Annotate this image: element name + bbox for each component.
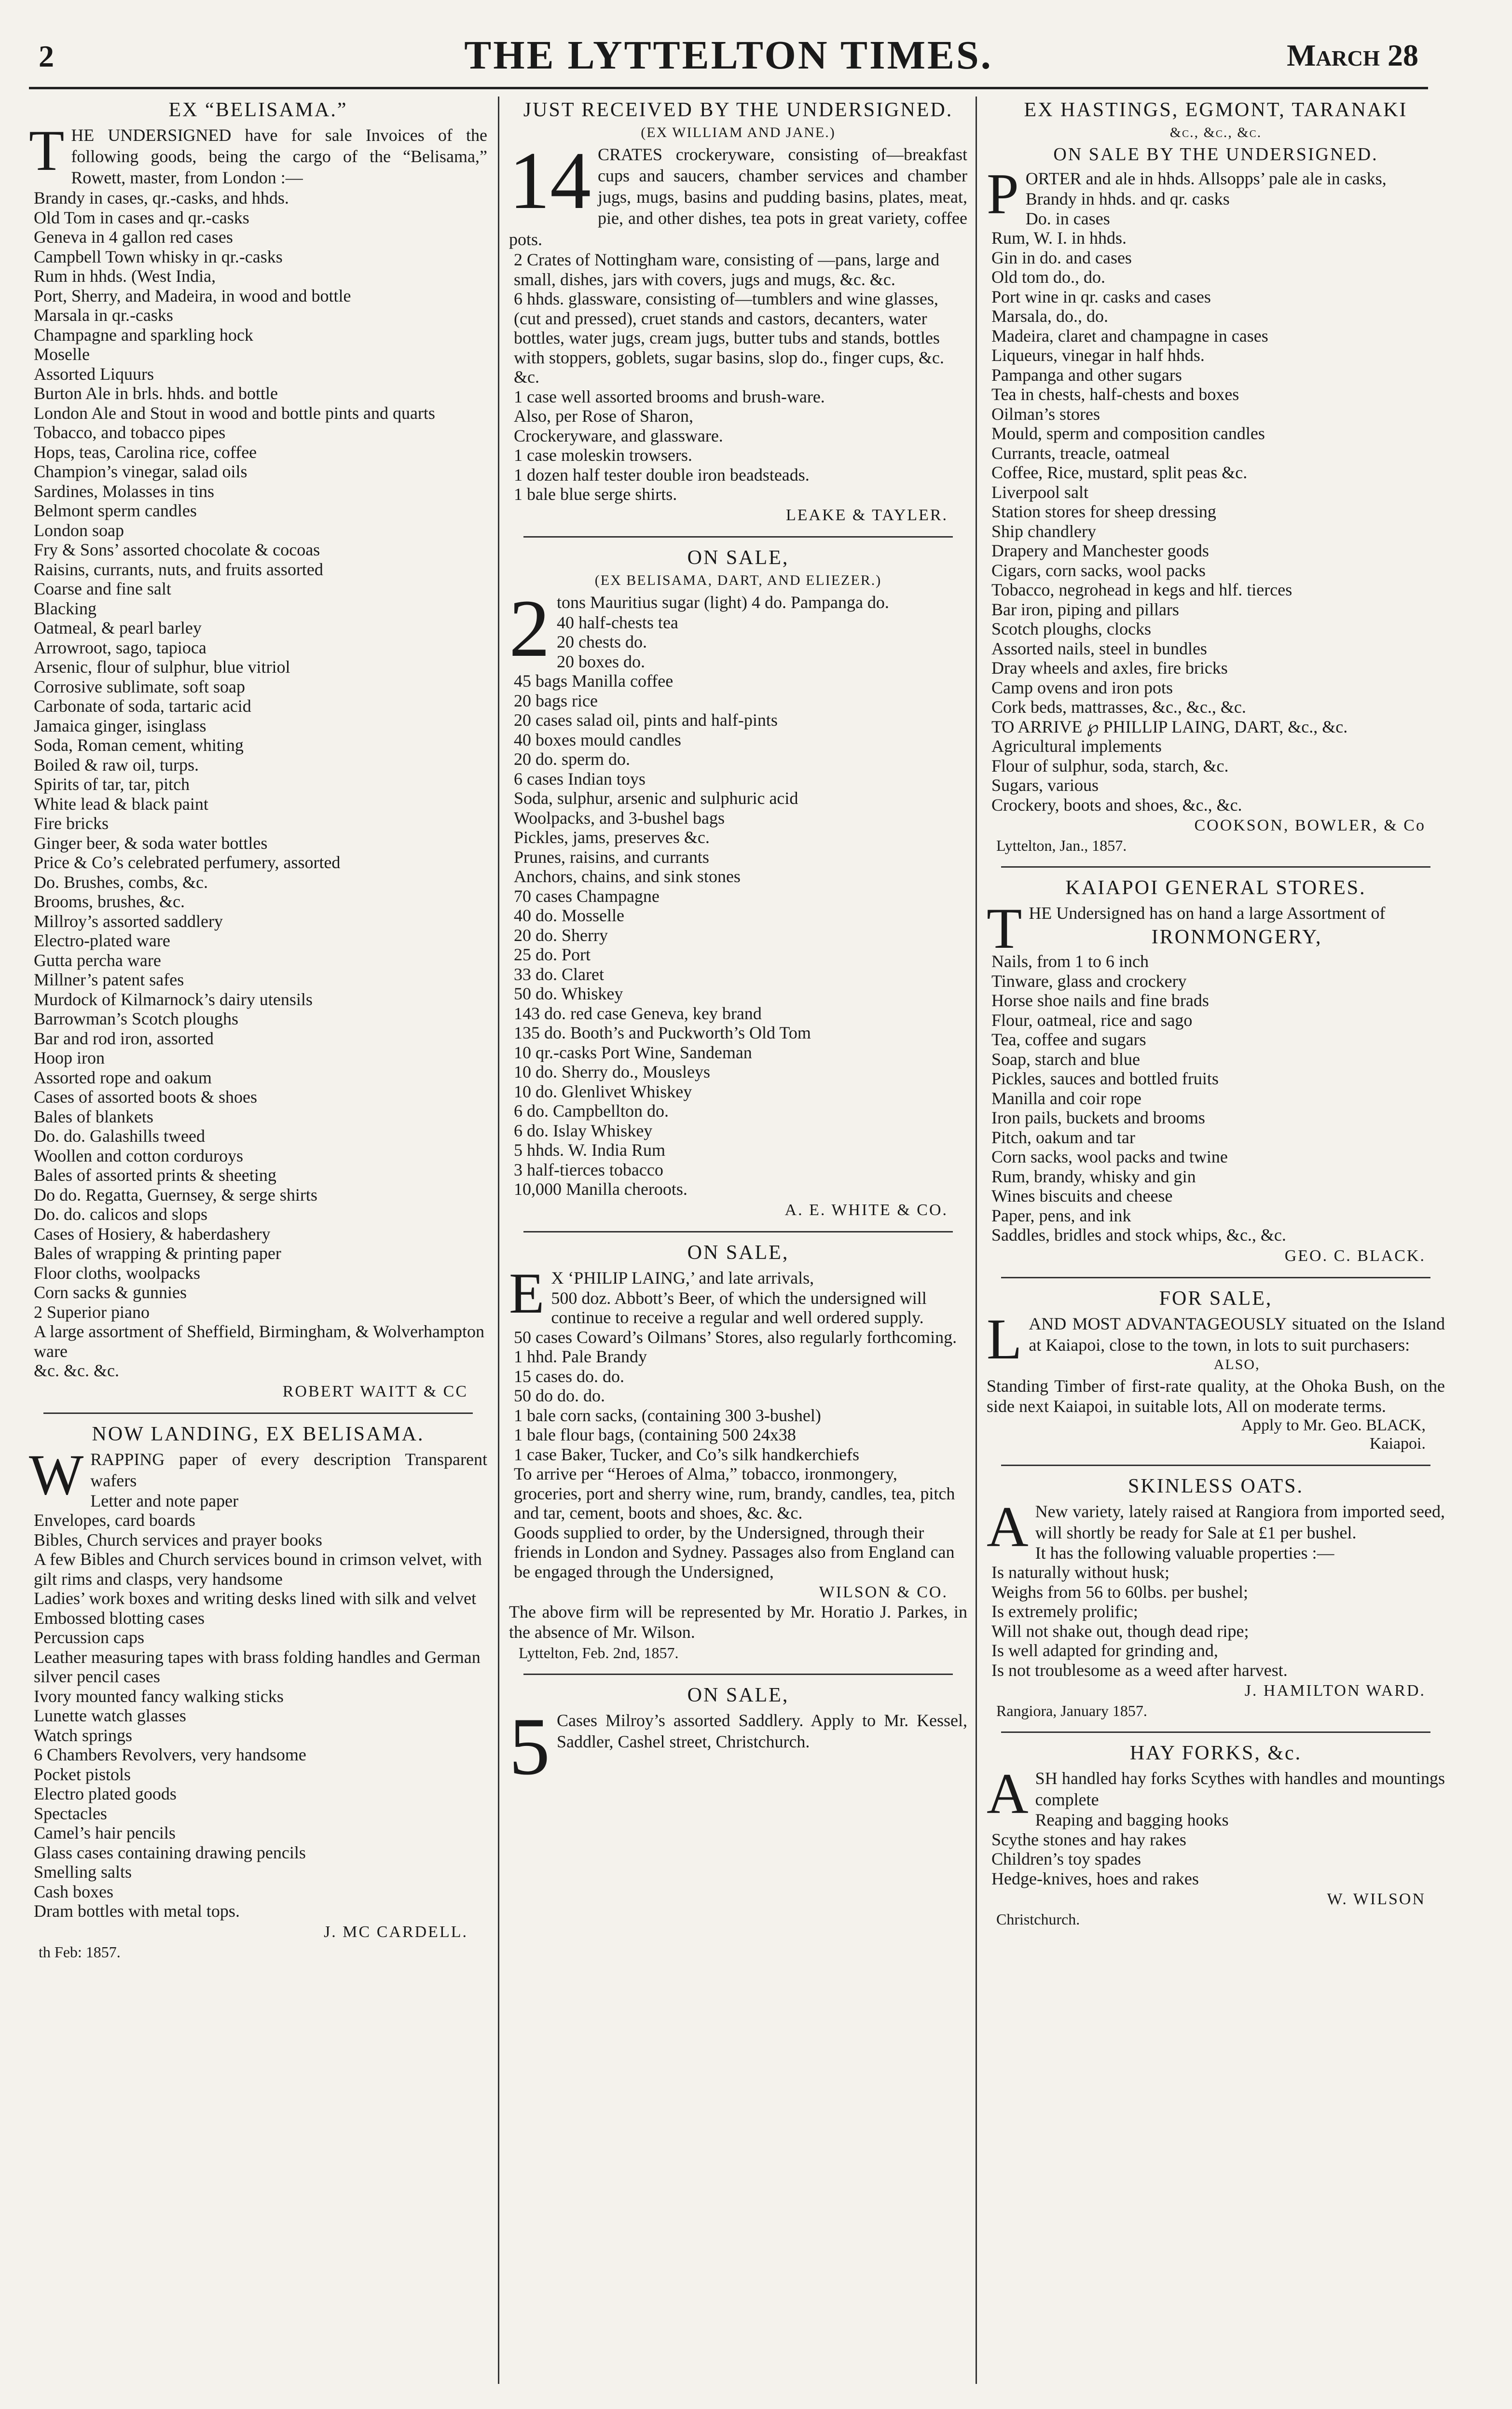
- ad-hay-forks: [987, 1742, 1445, 1928]
- item-list: [29, 188, 487, 1381]
- list-item: 1 case moleskin trowsers.: [514, 445, 692, 465]
- list-item: Also, per Rose of Sharon,: [514, 406, 693, 426]
- ad-lead: 2 tons Mauritius sugar (light) 4 do. Pampanga do.: [509, 582, 889, 674]
- list-item: 70 cases Champagne: [514, 886, 660, 906]
- list-item: Flour, oatmeal, rice and sago: [991, 1010, 1193, 1030]
- list-item: Port, Sherry, and Madeira, in wood and bottle: [34, 286, 351, 305]
- list-item: Percussion caps: [34, 1628, 144, 1647]
- divider: [1001, 1465, 1430, 1466]
- ad-signature: A. E. WHITE & CO.: [784, 1201, 948, 1219]
- list-item: Do. Brushes, combs, &c.: [34, 872, 208, 892]
- list-item: Pickles, sauces and bottled fruits: [991, 1069, 1219, 1088]
- list-item: Liqueurs, vinegar in half hhds.: [991, 346, 1205, 365]
- list-item: London soap: [34, 520, 124, 540]
- list-item: Ladies’ work boxes and writing desks lined with silk and velvet: [34, 1589, 477, 1608]
- ad-date: Christchurch.: [996, 1911, 1080, 1928]
- divider: [1001, 866, 1430, 868]
- list-item: Agricultural implements: [991, 736, 1162, 756]
- list-item: Drapery and Manchester goods: [991, 541, 1209, 560]
- ad-lead: LAND MOST ADVANTAGEOUSLY situated on the Island at Kaiapoi, close to the town, in lots to suit purchasers:: [987, 1306, 1445, 1371]
- ad-signature: W. WILSON: [1327, 1890, 1426, 1908]
- list-item: 1 bale flour bags, (containing 500 24x38: [514, 1425, 796, 1444]
- list-item: Soda, Roman cement, whiting: [34, 735, 244, 755]
- ad-subheading: (EX WILLIAM AND JANE.): [641, 125, 836, 140]
- list-item: Rum, W. I. in hhds.: [991, 228, 1127, 248]
- list-item: Assorted Liquurs: [34, 364, 154, 384]
- list-item: 20 do. sperm do.: [514, 749, 630, 769]
- list-item: Letter and note paper: [90, 1491, 239, 1510]
- list-item: Pampanga and other sugars: [991, 365, 1182, 385]
- drop-cap: W: [29, 1442, 84, 1507]
- list-item: Millner’s patent safes: [34, 970, 184, 989]
- list-item: Arsenic, flour of sulphur, blue vitriol: [34, 657, 290, 677]
- list-item: Cork beds, mattrasses, &c., &c., &c.: [991, 697, 1246, 717]
- ad-subheading-2: ON SALE BY THE UNDERSIGNED.: [1053, 144, 1378, 165]
- list-item: 10 qr.-casks Port Wine, Sandeman: [514, 1042, 752, 1062]
- item-list: [987, 1810, 1445, 1888]
- list-item: Ivory mounted fancy walking sticks: [34, 1686, 284, 1706]
- ad-on-sale-wilson: [509, 1241, 967, 1662]
- list-item: 6 do. Islay Whiskey: [514, 1121, 653, 1140]
- list-item: Scotch ploughs, clocks: [991, 619, 1151, 638]
- ad-subheading: IRONMONGERY,: [1151, 926, 1322, 948]
- drop-cap: T: [29, 118, 65, 182]
- list-item: 6 Chambers Revolvers, very handsome: [34, 1745, 306, 1764]
- ad-lead: THE UNDERSIGNED have for sale Invoices of the following goods, being the cargo of the “Belisama,” Rowett, master, from London :—: [29, 118, 487, 187]
- drop-cap: L: [987, 1306, 1022, 1371]
- ad-heading: ON SALE,: [687, 1241, 789, 1264]
- ad-signature: J. HAMILTON WARD.: [1244, 1682, 1426, 1700]
- list-item: Assorted nails, steel in bundles: [991, 638, 1207, 658]
- list-item: Tea, coffee and sugars: [991, 1030, 1146, 1049]
- ad-heading: ON SALE,: [687, 1684, 789, 1706]
- list-item: Dray wheels and axles, fire bricks: [991, 658, 1228, 678]
- list-item: Tea in chests, half-chests and boxes: [991, 385, 1239, 404]
- list-item: Oatmeal, & pearl barley: [34, 618, 202, 637]
- list-item: Old Tom in cases and qr.-casks: [34, 208, 249, 227]
- list-item: Champion’s vinegar, salad oils: [34, 462, 247, 481]
- list-item: Spirits of tar, tar, pitch: [34, 775, 190, 794]
- list-item: 1 bale blue serge shirts.: [514, 485, 677, 504]
- list-item: Assorted rope and oakum: [34, 1067, 212, 1087]
- list-item: Bales of assorted prints & sheeting: [34, 1165, 276, 1185]
- drop-cap: 2: [509, 582, 550, 674]
- list-item: 2 Superior piano: [34, 1302, 150, 1322]
- ad-date: th Feb: 1857.: [39, 1943, 121, 1961]
- list-item: Do do. Regatta, Guernsey, & serge shirts: [34, 1185, 317, 1204]
- list-item: Moselle: [34, 345, 90, 364]
- list-item: Geneva in 4 gallon red cases: [34, 227, 233, 247]
- ad-lead: E X ‘PHILIP LAING,’ and late arrivals,: [509, 1260, 814, 1325]
- list-item: Cigars, corn sacks, wool packs: [991, 560, 1206, 580]
- ad-heading: EX HASTINGS, EGMONT, TARANAKI: [1024, 99, 1408, 121]
- list-item: 45 bags Manilla coffee: [514, 671, 674, 691]
- ad-also: ALSO,: [1213, 1356, 1260, 1372]
- drop-cap: A: [987, 1761, 1029, 1826]
- list-item: Oilman’s stores: [991, 404, 1100, 424]
- list-item: Electro-plated ware: [34, 931, 170, 950]
- list-item: 33 do. Claret: [514, 964, 604, 984]
- ad-on-sale-white: [509, 546, 967, 1219]
- list-item: Champagne and sparkling hock: [34, 325, 253, 345]
- ad-cookson-bowler: [987, 98, 1445, 855]
- list-item: Sardines, Molasses in tins: [34, 481, 214, 501]
- list-item: &c. &c. &c.: [34, 1361, 119, 1380]
- list-item: Do. do. Galashills tweed: [34, 1126, 205, 1146]
- divider: [1001, 1731, 1430, 1733]
- item-list: [987, 189, 1445, 815]
- ad-heading: EX “BELISAMA.”: [168, 99, 348, 121]
- ad-crockery: [509, 98, 967, 525]
- list-item: 6 do. Campbellton do.: [514, 1101, 669, 1121]
- ad-stationery: [29, 1423, 487, 1961]
- list-item: A few Bibles and Church services bound in crimson velvet, with gilt rims and clasps, very handsome: [34, 1550, 482, 1589]
- list-item: 135 do. Booth’s and Puckworth’s Old Tom: [514, 1023, 811, 1042]
- ad-subheading: (EX BELISAMA, DART, AND ELIEZER.): [594, 572, 882, 588]
- list-item: Nails, from 1 to 6 inch: [991, 952, 1149, 971]
- list-item: Brandy in hhds. and qr. casks: [1025, 189, 1230, 208]
- list-item: 5 hhds. W. India Rum: [514, 1140, 666, 1160]
- drop-cap: A: [987, 1494, 1029, 1559]
- ad-signature: GEO. C. BLACK.: [1284, 1246, 1426, 1265]
- masthead: [29, 29, 1428, 89]
- list-item: 3 half-tierces tobacco: [514, 1160, 663, 1179]
- column-2: [509, 97, 967, 2394]
- list-item: Madeira, claret and champagne in cases: [991, 326, 1268, 346]
- list-item: Soda, sulphur, arsenic and sulphuric acid: [514, 789, 798, 808]
- list-item: Bar and rod iron, assorted: [34, 1028, 214, 1048]
- list-item: Liverpool salt: [991, 482, 1088, 502]
- list-item: Bales of wrapping & printing paper: [34, 1244, 281, 1263]
- list-item: 10 do. Glenlivet Whiskey: [514, 1081, 692, 1101]
- list-item: Electro plated goods: [34, 1784, 177, 1803]
- list-item: Boiled & raw oil, turps.: [34, 755, 199, 775]
- ad-signature: J. MC CARDELL.: [324, 1923, 468, 1941]
- list-item: Mould, sperm and composition candles: [991, 424, 1265, 443]
- divider: [43, 1412, 473, 1414]
- list-item: 500 doz. Abbott’s Beer, of which the undersigned will continue to receive a regular and well ordered supply.: [551, 1288, 927, 1327]
- list-item: Cases of Hosiery, & haberdashery: [34, 1224, 271, 1244]
- column-1: [29, 97, 487, 2394]
- divider: [523, 1231, 953, 1232]
- list-item: Sugars, various: [991, 775, 1099, 795]
- list-item: 1 bale corn sacks, (containing 300 3-bushel): [514, 1405, 821, 1425]
- list-item: Pocket pistols: [34, 1764, 131, 1784]
- item-list: [509, 613, 967, 1199]
- divider: [523, 1674, 953, 1675]
- list-item: Is not troublesome as a weed after harvest.: [991, 1660, 1288, 1680]
- list-item: Ginger beer, & soda water bottles: [34, 833, 268, 853]
- list-item: Anchors, chains, and sink stones: [514, 867, 741, 886]
- list-item: Belmont sperm candles: [34, 501, 197, 520]
- list-item: Pickles, jams, preserves &c.: [514, 828, 710, 847]
- item-list: [29, 1491, 487, 1921]
- ad-heading: SKINLESS OATS.: [1127, 1475, 1304, 1497]
- list-item: Prunes, raisins, and currants: [514, 847, 709, 867]
- list-item: Do. do. calicos and slops: [34, 1204, 207, 1224]
- list-item: Marsala, do., do.: [991, 306, 1108, 326]
- list-item: Hoop iron: [34, 1048, 105, 1067]
- list-item: Iron pails, buckets and brooms: [991, 1108, 1205, 1127]
- ad-lead: WRAPPING paper of every description Transparent wafers: [29, 1442, 487, 1507]
- list-item: Tinware, glass and crockery: [991, 971, 1187, 991]
- list-item: 20 do. Sherry: [514, 925, 608, 945]
- ad-heading: HAY FORKS, &c.: [1129, 1742, 1302, 1764]
- list-item: Arrowroot, sago, tapioca: [34, 637, 206, 657]
- list-item: Do. in cases: [1025, 208, 1110, 228]
- ad-lead: PORTER and ale in hhds. Allsopps’ pale ale in casks,: [987, 162, 1387, 226]
- list-item: Bales of blankets: [34, 1107, 153, 1126]
- list-item: Scythe stones and hay rakes: [991, 1829, 1186, 1849]
- list-item: Cases of assorted boots & shoes: [34, 1087, 257, 1107]
- list-item: Smelling salts: [34, 1862, 132, 1882]
- list-item: Price & Co’s celebrated perfumery, assorted: [34, 853, 341, 872]
- ad-signature: WILSON & CO.: [819, 1583, 948, 1601]
- drop-cap: 14: [509, 135, 591, 226]
- list-item: Currants, treacle, oatmeal: [991, 443, 1170, 463]
- list-item: Barrowman’s Scotch ploughs: [34, 1009, 238, 1028]
- list-item: Saddles, bridles and stock whips, &c., &c.: [991, 1225, 1286, 1245]
- ad-date: Rangiora, January 1857.: [996, 1702, 1147, 1719]
- list-item: 40 do. Mosselle: [514, 906, 624, 925]
- list-item: Corrosive sublimate, soft soap: [34, 677, 245, 696]
- list-item: 1 case Baker, Tucker, and Co’s silk handkerchiefs: [514, 1444, 859, 1464]
- list-item: Glass cases containing drawing pencils: [34, 1842, 306, 1862]
- ad-text: Standing Timber of first-rate quality, at the Ohoka Bush, on the side next Kaiapoi, in suitable lots, All on moderate terms.: [987, 1376, 1445, 1416]
- drop-cap: 5: [509, 1701, 550, 1792]
- list-item: 50 do do. do.: [514, 1386, 605, 1405]
- list-item: Campbell Town whisky in qr.-casks: [34, 247, 283, 266]
- list-item: Flour of sulphur, soda, starch, &c.: [991, 756, 1229, 775]
- list-item: Tobacco, negrohead in kegs and hlf. tierces: [991, 580, 1292, 599]
- list-item: Lunette watch glasses: [34, 1706, 186, 1725]
- ad-signature: LEAKE & TAYLER.: [786, 506, 948, 524]
- ad-date: Lyttelton, Jan., 1857.: [996, 837, 1127, 854]
- ad-date: Lyttelton, Feb. 2nd, 1857.: [519, 1644, 679, 1661]
- list-item: Embossed blotting cases: [34, 1608, 205, 1628]
- list-item: Woolpacks, and 3-bushel bags: [514, 808, 725, 828]
- list-item: 20 bags rice: [514, 691, 598, 710]
- ad-signature-place: Kaiapoi.: [1369, 1434, 1426, 1453]
- list-item: Leather measuring tapes with brass folding handles and German silver pencil cases: [34, 1647, 481, 1686]
- column-3: [987, 97, 1445, 2394]
- list-item: A large assortment of Sheffield, Birmingham, & Wolverhampton ware: [34, 1322, 484, 1361]
- list-item: Old tom do., do.: [991, 267, 1106, 287]
- ad-heading: KAIAPOI GENERAL STORES.: [1065, 877, 1366, 899]
- divider: [523, 536, 953, 538]
- list-item: 1 dozen half tester double iron beadsteads.: [514, 465, 810, 485]
- list-item: Reaping and bagging hooks: [1035, 1810, 1229, 1829]
- list-item: Weighs from 56 to 60lbs. per bushel;: [991, 1582, 1249, 1602]
- list-item: Raisins, currants, nuts, and fruits assorted: [34, 559, 323, 579]
- issue-date: March 28: [1287, 38, 1418, 72]
- list-item: 50 do. Whiskey: [514, 984, 623, 1003]
- list-item: Murdock of Kilmarnock’s dairy utensils: [34, 989, 313, 1009]
- ad-saddlery: [509, 1684, 967, 1792]
- drop-cap: P: [987, 162, 1019, 226]
- list-item: Horse shoe nails and fine brads: [991, 991, 1209, 1010]
- list-item: 1 case well assorted brooms and brush-ware.: [514, 387, 825, 406]
- list-item: 20 chests do.: [557, 632, 647, 651]
- ad-signature: COOKSON, BOWLER, & Co: [1194, 817, 1426, 834]
- ad-note: The above firm will be represented by Mr. Horatio J. Parkes, in the absence of Mr. Wilson.: [509, 1602, 967, 1642]
- list-item: Children’s toy spades: [991, 1849, 1141, 1869]
- list-item: Wines biscuits and cheese: [991, 1186, 1173, 1205]
- list-item: 40 half-chests tea: [557, 612, 678, 632]
- list-item: Dram bottles with metal tops.: [34, 1901, 240, 1921]
- list-item: Watch springs: [34, 1725, 133, 1745]
- list-item: Woollen and cotton corduroys: [34, 1146, 244, 1165]
- list-item: Pitch, oakum and tar: [991, 1127, 1135, 1147]
- list-item: Floor cloths, woolpacks: [34, 1263, 200, 1283]
- ad-lead: ASH handled hay forks Scythes with handles and mountings complete: [987, 1761, 1445, 1826]
- list-item: Corn sacks, wool packs and twine: [991, 1147, 1228, 1166]
- ad-skinless-oats: [987, 1475, 1445, 1720]
- list-item: London Ale and Stout in wood and bottle pints and quarts: [34, 403, 435, 423]
- item-list: [509, 250, 967, 504]
- list-item: To arrive per “Heroes of Alma,” tobacco, ironmongery, groceries, port and sherry wine, rum, brandy, candles, tea, pitch and tar, cement, boots and shoes, &c. &c.: [514, 1464, 955, 1523]
- list-item: Crockery, boots and shoes, &c., &c.: [991, 795, 1242, 815]
- list-item: Carbonate of soda, tartaric acid: [34, 696, 251, 716]
- list-item: TO ARRIVE ℘ PHILLIP LAING, DART, &c., &c.: [991, 717, 1348, 736]
- list-item: Millroy’s assorted saddlery: [34, 911, 223, 931]
- list-item: Bibles, Church services and prayer books: [34, 1530, 322, 1550]
- list-item: Crockeryware, and glassware.: [514, 426, 723, 445]
- list-item: Bar iron, piping and pillars: [991, 599, 1179, 619]
- ad-signature: ROBERT WAITT & CC: [282, 1382, 468, 1400]
- item-list: [509, 1288, 967, 1582]
- list-item: 40 boxes mould candles: [514, 730, 681, 749]
- list-item: Blacking: [34, 598, 96, 618]
- page-number: 2: [39, 39, 54, 73]
- ad-heading: JUST RECEIVED BY THE UNDERSIGNED.: [523, 99, 953, 121]
- list-item: Coarse and fine salt: [34, 579, 171, 598]
- list-item: Port wine in qr. casks and cases: [991, 287, 1211, 306]
- list-item: 10,000 Manilla cheroots.: [514, 1179, 687, 1199]
- divider: [1001, 1277, 1430, 1278]
- ad-lead: 5 Cases Milroy’s assorted Saddlery. Apply to Mr. Kessel, Saddler, Cashel street, Christchurch.: [509, 1701, 967, 1792]
- ad-lead: A New variety, lately raised at Rangiora from imported seed, will shortly be ready for Sale at £1 per bushel.: [987, 1494, 1445, 1559]
- list-item: Ship chandlery: [991, 521, 1096, 541]
- ad-heading: NOW LANDING, EX BELISAMA.: [92, 1423, 425, 1445]
- list-item: Burton Ale in brls. hhds. and bottle: [34, 384, 278, 403]
- item-list: [987, 952, 1445, 1245]
- list-item: Camel’s hair pencils: [34, 1823, 176, 1842]
- ad-heading: ON SALE,: [687, 546, 789, 569]
- drop-cap: T: [987, 896, 1022, 960]
- list-item: 20 boxes do.: [557, 651, 645, 671]
- ad-land-for-sale: [987, 1287, 1445, 1453]
- list-item: Hops, teas, Carolina rice, coffee: [34, 442, 257, 462]
- list-item: Soap, starch and blue: [991, 1049, 1140, 1069]
- list-item: Rum in hhds. (West India,: [34, 266, 216, 286]
- ad-lead: 14 CRATES crockeryware, consisting of—breakfast cups and saucers, chamber services and chamber jugs, mugs, basins and pudding basins, plates, meat, pie, and other dishes, tea pots in great variety, coffee pots.: [509, 135, 967, 249]
- ad-signature: Apply to Mr. Geo. BLACK,: [1241, 1416, 1426, 1434]
- list-item: Gin in do. and cases: [991, 248, 1132, 267]
- column-rule: [976, 97, 977, 2384]
- list-item: Fry & Sons’ assorted chocolate & cocoas: [34, 540, 320, 559]
- list-item: Hedge-knives, hoes and rakes: [991, 1869, 1199, 1888]
- ad-lead: THE Undersigned has on hand a large Assortment of: [987, 896, 1386, 960]
- list-item: Rum, brandy, whisky and gin: [991, 1166, 1196, 1186]
- list-item: Goods supplied to order, by the Undersigned, through their friends in London and Sydney. Passages also from England can be engaged through the Undersigned,: [514, 1523, 955, 1581]
- list-item: Station stores for sheep dressing: [991, 502, 1216, 521]
- column-rule: [498, 97, 499, 2384]
- ad-heading: FOR SALE,: [1159, 1287, 1273, 1310]
- list-item: Tobacco, and tobacco pipes: [34, 423, 226, 442]
- ad-kaiapoi-stores: [987, 876, 1445, 1265]
- list-item: Is well adapted for grinding and,: [991, 1641, 1218, 1660]
- drop-cap: E: [509, 1260, 545, 1325]
- list-item: Gutta percha ware: [34, 950, 161, 970]
- list-item: 6 cases Indian toys: [514, 769, 646, 789]
- list-item: Cash boxes: [34, 1882, 113, 1901]
- list-item: Fire bricks: [34, 814, 109, 833]
- item-list: [987, 1543, 1445, 1680]
- list-item: Camp ovens and iron pots: [991, 678, 1173, 697]
- ad-belisama-goods: [29, 98, 487, 1401]
- list-item: Brandy in cases, qr.-casks, and hhds.: [34, 188, 289, 208]
- list-item: Coffee, Rice, mustard, split peas &c.: [991, 463, 1248, 482]
- list-item: It has the following valuable properties :—: [1035, 1543, 1334, 1563]
- list-item: Envelopes, card boards: [34, 1510, 195, 1530]
- ad-subheading: &c., &c., &c.: [1169, 125, 1262, 140]
- list-item: Corn sacks & gunnies: [34, 1283, 187, 1302]
- list-item: 10 do. Sherry do., Mousleys: [514, 1062, 710, 1081]
- list-item: Spectacles: [34, 1803, 107, 1823]
- list-item: 2 Crates of Nottingham ware, consisting of —pans, large and small, dishes, jars with covers, jugs and mugs, &c. &c.: [514, 250, 940, 289]
- list-item: White lead & black paint: [34, 794, 208, 814]
- list-item: 25 do. Port: [514, 945, 591, 964]
- list-item: Manilla and coir rope: [991, 1088, 1141, 1108]
- list-item: Will not shake out, though dead ripe;: [991, 1621, 1249, 1641]
- list-item: 15 cases do. do.: [514, 1366, 624, 1386]
- list-item: Brooms, brushes, &c.: [34, 892, 185, 911]
- list-item: 6 hhds. glassware, consisting of—tumblers and wine glasses, (cut and pressed), cruet stands and castors, decanters, water bottles, water jugs, cream jugs, butter tubs and stands, bottles with stoppers, goblets, sugar basins, slop do., finger cups, &c. &c.: [514, 289, 944, 387]
- list-item: Paper, pens, and ink: [991, 1205, 1131, 1225]
- list-item: Is extremely prolific;: [991, 1602, 1138, 1621]
- newspaper-title: THE LYTTELTON TIMES.: [464, 33, 993, 78]
- list-item: Is naturally without husk;: [991, 1563, 1169, 1582]
- list-item: 1 hhd. Pale Brandy: [514, 1347, 647, 1366]
- list-item: Marsala in qr.-casks: [34, 305, 173, 325]
- list-item: 20 cases salad oil, pints and half-pints: [514, 710, 778, 730]
- list-item: Jamaica ginger, isinglass: [34, 716, 206, 735]
- list-item: 143 do. red case Geneva, key brand: [514, 1003, 762, 1023]
- list-item: 50 cases Coward’s Oilmans’ Stores, also regularly forthcoming.: [514, 1327, 957, 1347]
